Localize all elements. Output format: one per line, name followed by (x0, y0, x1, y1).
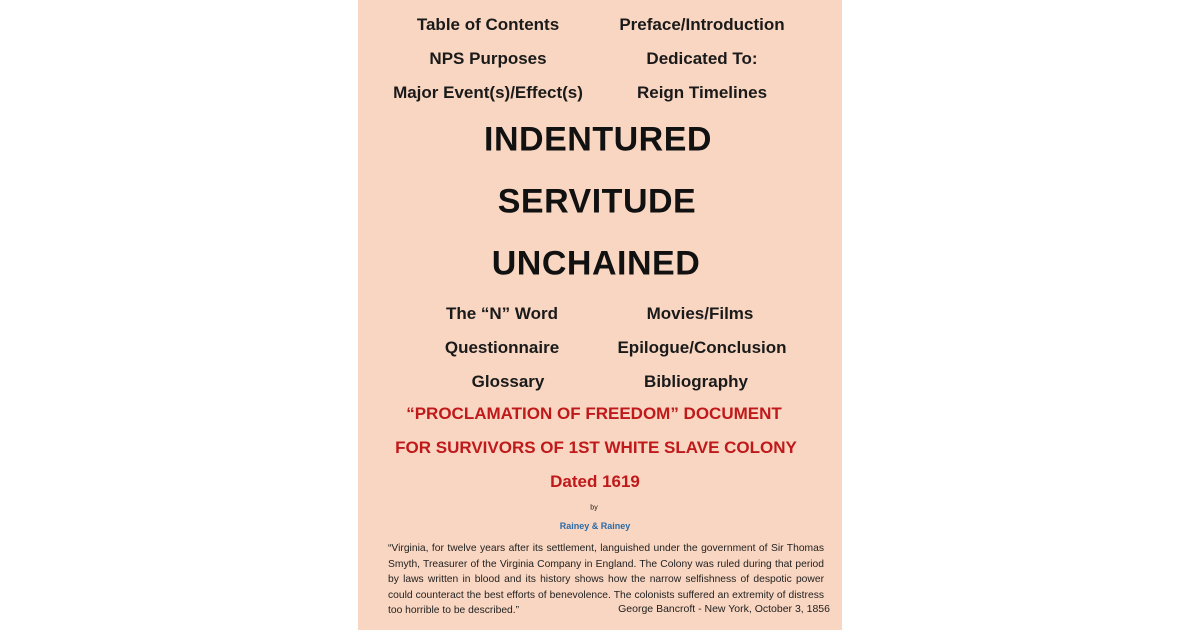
toc-item: Movies/Films (646, 304, 754, 323)
subtitle-line: FOR SURVIVORS OF 1ST WHITE SLAVE COLONY (395, 438, 797, 457)
toc-item: Glossary (471, 372, 545, 391)
toc-item: NPS Purposes (429, 49, 547, 68)
toc-item: Bibliography (644, 372, 748, 391)
book-title-line: INDENTURED (484, 120, 712, 159)
toc-item: Table of Contents (416, 15, 560, 34)
authors: Rainey & Rainey (559, 521, 631, 531)
quote-text: “Virginia, for twelve years after its settlement, languished under the government of Sir Thomas Smyth, Treasurer of the Virginia Company in England. The Colony was ruled during that period by laws written in blood and its history shows how the narrow selfishness of despotic power could counteract the best efforts of benevolence. The colonists suffered an extremity of distress too horrible to be described.” (388, 543, 824, 617)
toc-item: The “N” Word (445, 304, 559, 323)
by-label: by (590, 504, 598, 512)
toc-item: Preface/Introduction (619, 15, 785, 34)
book-cover (358, 0, 842, 630)
book-title-line: UNCHAINED (491, 244, 701, 283)
quote-attribution: George Bancroft - New York, October 3, 1856 (618, 603, 830, 615)
toc-item: Reign Timelines (636, 83, 768, 102)
book-title-line: SERVITUDE (497, 182, 697, 221)
toc-item: Questionnaire (444, 338, 560, 357)
toc-item: Epilogue/Conclusion (617, 338, 787, 357)
toc-item: Dedicated To: (646, 49, 758, 68)
toc-item: Major Event(s)/Effect(s) (393, 83, 583, 102)
subtitle-line: “PROCLAMATION OF FREEDOM” DOCUMENT (406, 404, 782, 423)
subtitle-line: Dated 1619 (550, 472, 640, 491)
